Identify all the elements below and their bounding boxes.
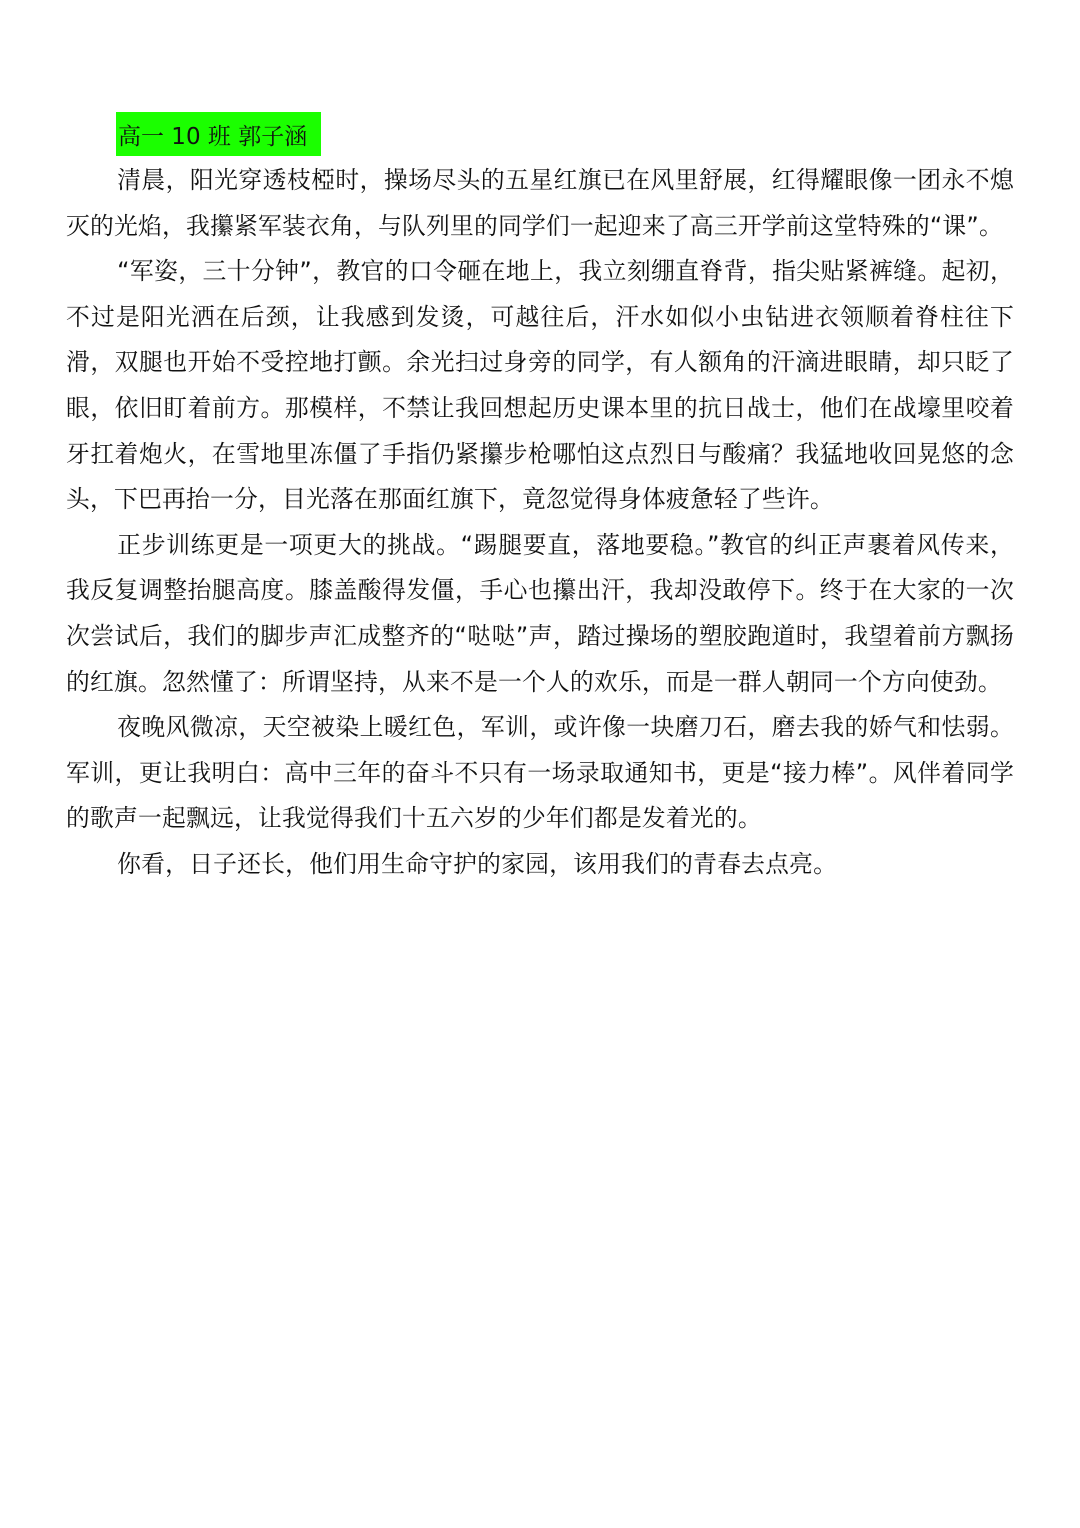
paragraph-1: 清晨，阳光穿透枝椏时，操场尽头的五星红旗已在风里舒展，红得耀眼像一团永不熄灭的光焰，我攥紧军装衣角，与队列里的同学们一起迎来了高三开学前这堂特殊的“课”。	[66, 166, 1014, 240]
author-label: 高一 10 班 郭子涵	[116, 112, 321, 156]
paragraph-5: 你看，日子还长，他们用生命守护的家园，该用我们的青春去点亮。	[117, 849, 838, 878]
paragraph-2: “军姿，三十分钟”，教官的口令砸在地上，我立刻绷直脊背，指尖贴紧裤缝。起初，不过是阳光洒在后颈，让我感到发烫，可越往后，汗水如似小虫钻进衣领顺着脊柱往下滑，双腿也开始不受控地打颤。余光扫过身旁的同学，有人额角的汗滴进眼睛，却只眨了眼，依旧盯着前方。那模样，不禁让我回想起历史课本里的抗日战士，他们在战壕里咬着牙扛着炮火，在雪地里冻僵了手指仍紧攥步枪哪怕这点烈日与酸痛？我猛地收回晃悠的念头，下巴再抬一分，目光落在那面红旗下，竟忽觉得身体疲惫轻了些许。	[66, 257, 1014, 514]
paragraph-3: 正步训练更是一项更大的挑战。“踢腿要直，落地要稳。”教官的纠正声裹着风传来，我反复调整抬腿高度。膝盖酸得发僵，手心也攥出汗，我却没敢停下。终于在大家的一次次尝试后，我们的脚步声汇成整齐的“哒哒”声，踏过操场的塑胶跑道时，我望着前方飘扬的红旗。忽然懂了：所谓坚持，从来不是一个人的欢乐，而是一群人朝同一个方向使劲。	[66, 530, 1014, 696]
paragraph-4: 夜晚风微凉，天空被染上暖红色，军训，或许像一块磨刀石，磨去我的娇气和怯弱。军训，更让我明白：高中三年的奋斗不只有一场录取通知书，更是“接力棒”。风伴着同学的歌声一起飘远，让我觉得我们十五六岁的少年们都是发着光的。	[66, 713, 1014, 833]
document-body	[66, 112, 1014, 888]
